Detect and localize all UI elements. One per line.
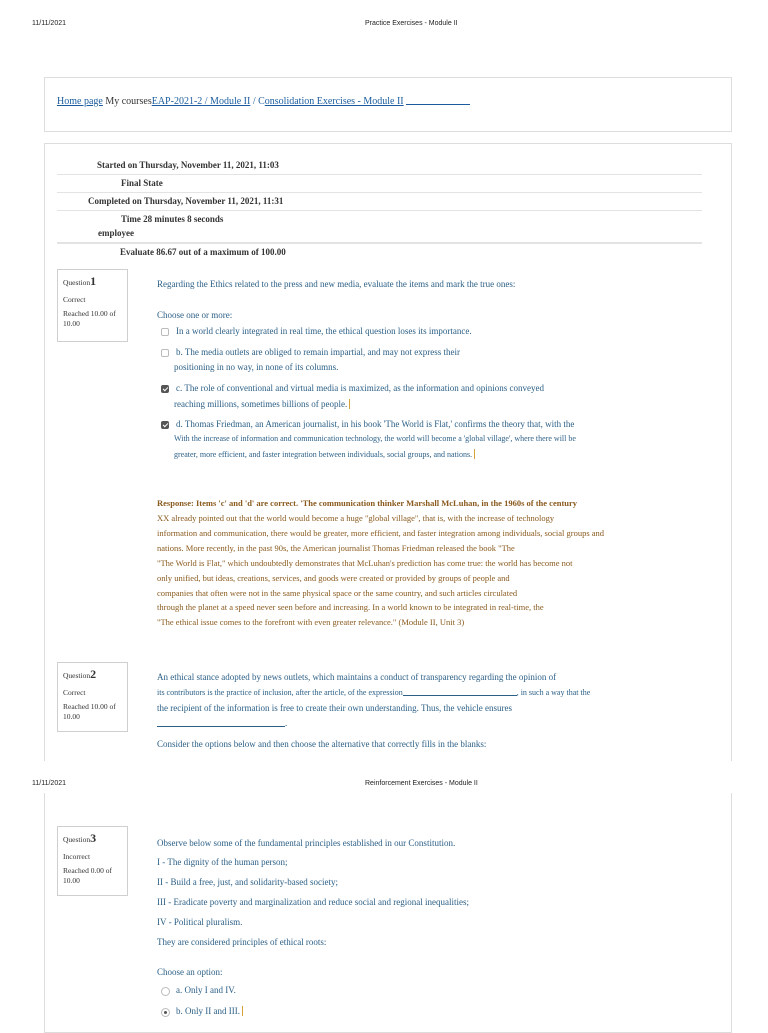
question-1-option-b-label-cont: positioning in no way, in none of its columns.: [174, 362, 339, 372]
question-3-grade: Reached 0.00 of 10.00: [63, 866, 112, 886]
breadcrumb-page-link[interactable]: onsolidation Exercises - Module II: [264, 96, 404, 107]
feedback-line: companies that often were not in the same physical space or the same country, and such articles circulated: [157, 588, 518, 598]
correct-mark-icon: [474, 449, 475, 459]
breadcrumb-my-courses[interactable]: My courses: [102, 96, 152, 107]
question-1-instruction: Choose one or more:: [157, 310, 233, 320]
summary-row-completed: Completed on Thursday, November 11, 2021, 11:31: [57, 193, 702, 211]
summary-row-evaluate: Evaluate 86.67 out of a maximum of 100.00: [57, 243, 702, 261]
breadcrumb: [57, 95, 470, 107]
question-3-number: 3: [90, 831, 97, 845]
quiz-review-panel-page-2: [44, 793, 732, 1033]
question-3-item-2: II - Build a free, just, and solidarity-based society;: [157, 877, 338, 887]
feedback-line: only unified, but ideas, creations, services, and goods were created or provided by groups of people and: [157, 573, 510, 583]
feedback-line: through the planet at a speed never seen before and increasing. In a world known to be integrated in real-time, the: [157, 602, 544, 612]
summary-row-time: Time 28 minutes 8 seconds: [121, 214, 224, 224]
question-2-text-line4: .: [157, 718, 287, 728]
blank-field: [157, 718, 285, 727]
feedback-line: XX already pointed out that the world would become a huge "global village", that is, with the increase of technology: [157, 513, 555, 523]
attempt-summary-table: [57, 157, 702, 261]
question-1-option-b-label[interactable]: b. The media outlets are obliged to remain impartial, and may not express their: [176, 347, 461, 357]
question-3-instruction: Choose an option:: [157, 967, 223, 977]
question-2-text-line2: its contributors is the practice of inclusion, after the article, of the expression , in such a way that the: [157, 688, 591, 697]
question-1-option-d-label-cont1: With the increase of information and communication technology, the world will become a 'global village', where there will be: [174, 434, 576, 443]
question-3-info: Question3 Incorrect Reached 0.00 of 10.00: [57, 826, 128, 896]
feedback-line: "The World is Flat," which undoubtedly demonstrates that McLuhan's prediction has come true: the world has become not: [157, 558, 573, 568]
question-1-number: 1: [90, 274, 97, 288]
question-1-option-a-checkbox[interactable]: [161, 328, 169, 336]
question-1-grade: Reached 10.00 of 10.00: [63, 309, 116, 329]
correct-mark-icon: [349, 399, 350, 409]
feedback-line: nations. More recently, in the past 90s, the American journalist Thomas Friedman released the book "The: [157, 543, 515, 553]
question-3-item-4: IV - Political pluralism.: [157, 917, 243, 927]
question-2-number: 2: [90, 667, 97, 681]
question-3-question: They are considered principles of ethical roots:: [157, 937, 327, 947]
question-3-option-a-label[interactable]: a. Only I and IV.: [176, 985, 236, 995]
print-date-page-2: 11/11/2021: [32, 780, 66, 787]
breadcrumb-home-link[interactable]: Home page: [57, 96, 103, 107]
question-1-option-a-label[interactable]: In a world clearly integrated in real time, the ethical question loses its importance.: [176, 326, 472, 336]
selected-mark-icon: [242, 1006, 243, 1016]
question-2-grade: Reached 10.00 of 10.00: [63, 702, 116, 722]
question-2-instruction: Consider the options below and then choose the alternative that correctly fills in the blanks:: [157, 739, 487, 749]
question-3-item-3: III - Eradicate poverty and marginalization and reduce social and regional inequalities;: [157, 897, 469, 907]
print-date: 11/11/2021: [32, 20, 66, 27]
question-1-option-b-checkbox[interactable]: [161, 349, 169, 357]
question-2-info: Question2 Correct Reached 10.00 of 10.00: [57, 662, 128, 732]
question-3-intro: Observe below some of the fundamental principles established in our Constitution.: [157, 838, 456, 848]
question-1-option-c-checkbox[interactable]: [161, 385, 169, 393]
feedback-line: Response: Items 'c' and 'd' are correct. 'The communication thinker Marshall McLuhan, in the 1960s of the century: [157, 498, 578, 508]
summary-row-employee: employee: [57, 228, 702, 243]
feedback-line: "The ethical issue comes to the forefront with even greater relevance." (Module II, Unit 3): [157, 617, 465, 627]
question-2-status: Correct: [63, 687, 86, 697]
question-3-status: Incorrect: [63, 851, 91, 861]
print-title-page-2: Reinforcement Exercises - Module II: [365, 780, 478, 787]
print-title: Practice Exercises - Module II: [365, 20, 458, 27]
question-1-option-d-label-cont2: greater, more efficient, and faster integration between individuals, social groups, and nations.: [174, 449, 475, 459]
breadcrumb-blank-underline: [406, 95, 470, 105]
feedback-line: information and communication, there would be greater, more efficient, and faster integration among individuals, social groups and: [157, 528, 605, 538]
breadcrumb-course-link[interactable]: EAP-2021-2: [151, 96, 203, 107]
question-2-text-line3: the recipient of the information is free to create their own understanding. Thus, the vehicle ensures: [157, 703, 512, 713]
question-3-option-b-radio[interactable]: [161, 1008, 170, 1017]
question-1-option-d-label[interactable]: d. Thomas Friedman, an American journalist, in his book 'The World is Flat,' confirms the theory that, with the: [176, 419, 575, 429]
summary-row-started: Started on Thursday, November 11, 2021, 11:03: [57, 157, 702, 175]
question-1-option-c-label-cont: reaching millions, sometimes billions of people.: [174, 399, 350, 409]
question-3-option-a-radio[interactable]: [161, 987, 170, 996]
question-2-text-line1: An ethical stance adopted by news outlets, which maintains a conduct of transparency regarding the opinion of: [157, 672, 557, 682]
summary-row-state: Final State: [57, 175, 702, 193]
question-3-option-b-label[interactable]: b. Only II and III.: [176, 1006, 243, 1016]
breadcrumb-separator: / C: [250, 96, 265, 107]
question-1-status: Correct: [63, 294, 86, 304]
question-1-option-c-label[interactable]: c. The role of conventional and virtual media is maximized, as the information and opinions conveyed: [176, 383, 544, 393]
blank-field: [403, 687, 517, 696]
breadcrumb-module-link[interactable]: / Module II: [202, 96, 251, 107]
question-1-option-d-checkbox[interactable]: [161, 421, 169, 429]
question-3-item-1: I - The dignity of the human person;: [157, 857, 288, 867]
question-1-text: Regarding the Ethics related to the press and new media, evaluate the items and mark the true ones:: [157, 279, 516, 289]
question-1-info: Question1 Correct Reached 10.00 of 10.00: [57, 269, 128, 342]
